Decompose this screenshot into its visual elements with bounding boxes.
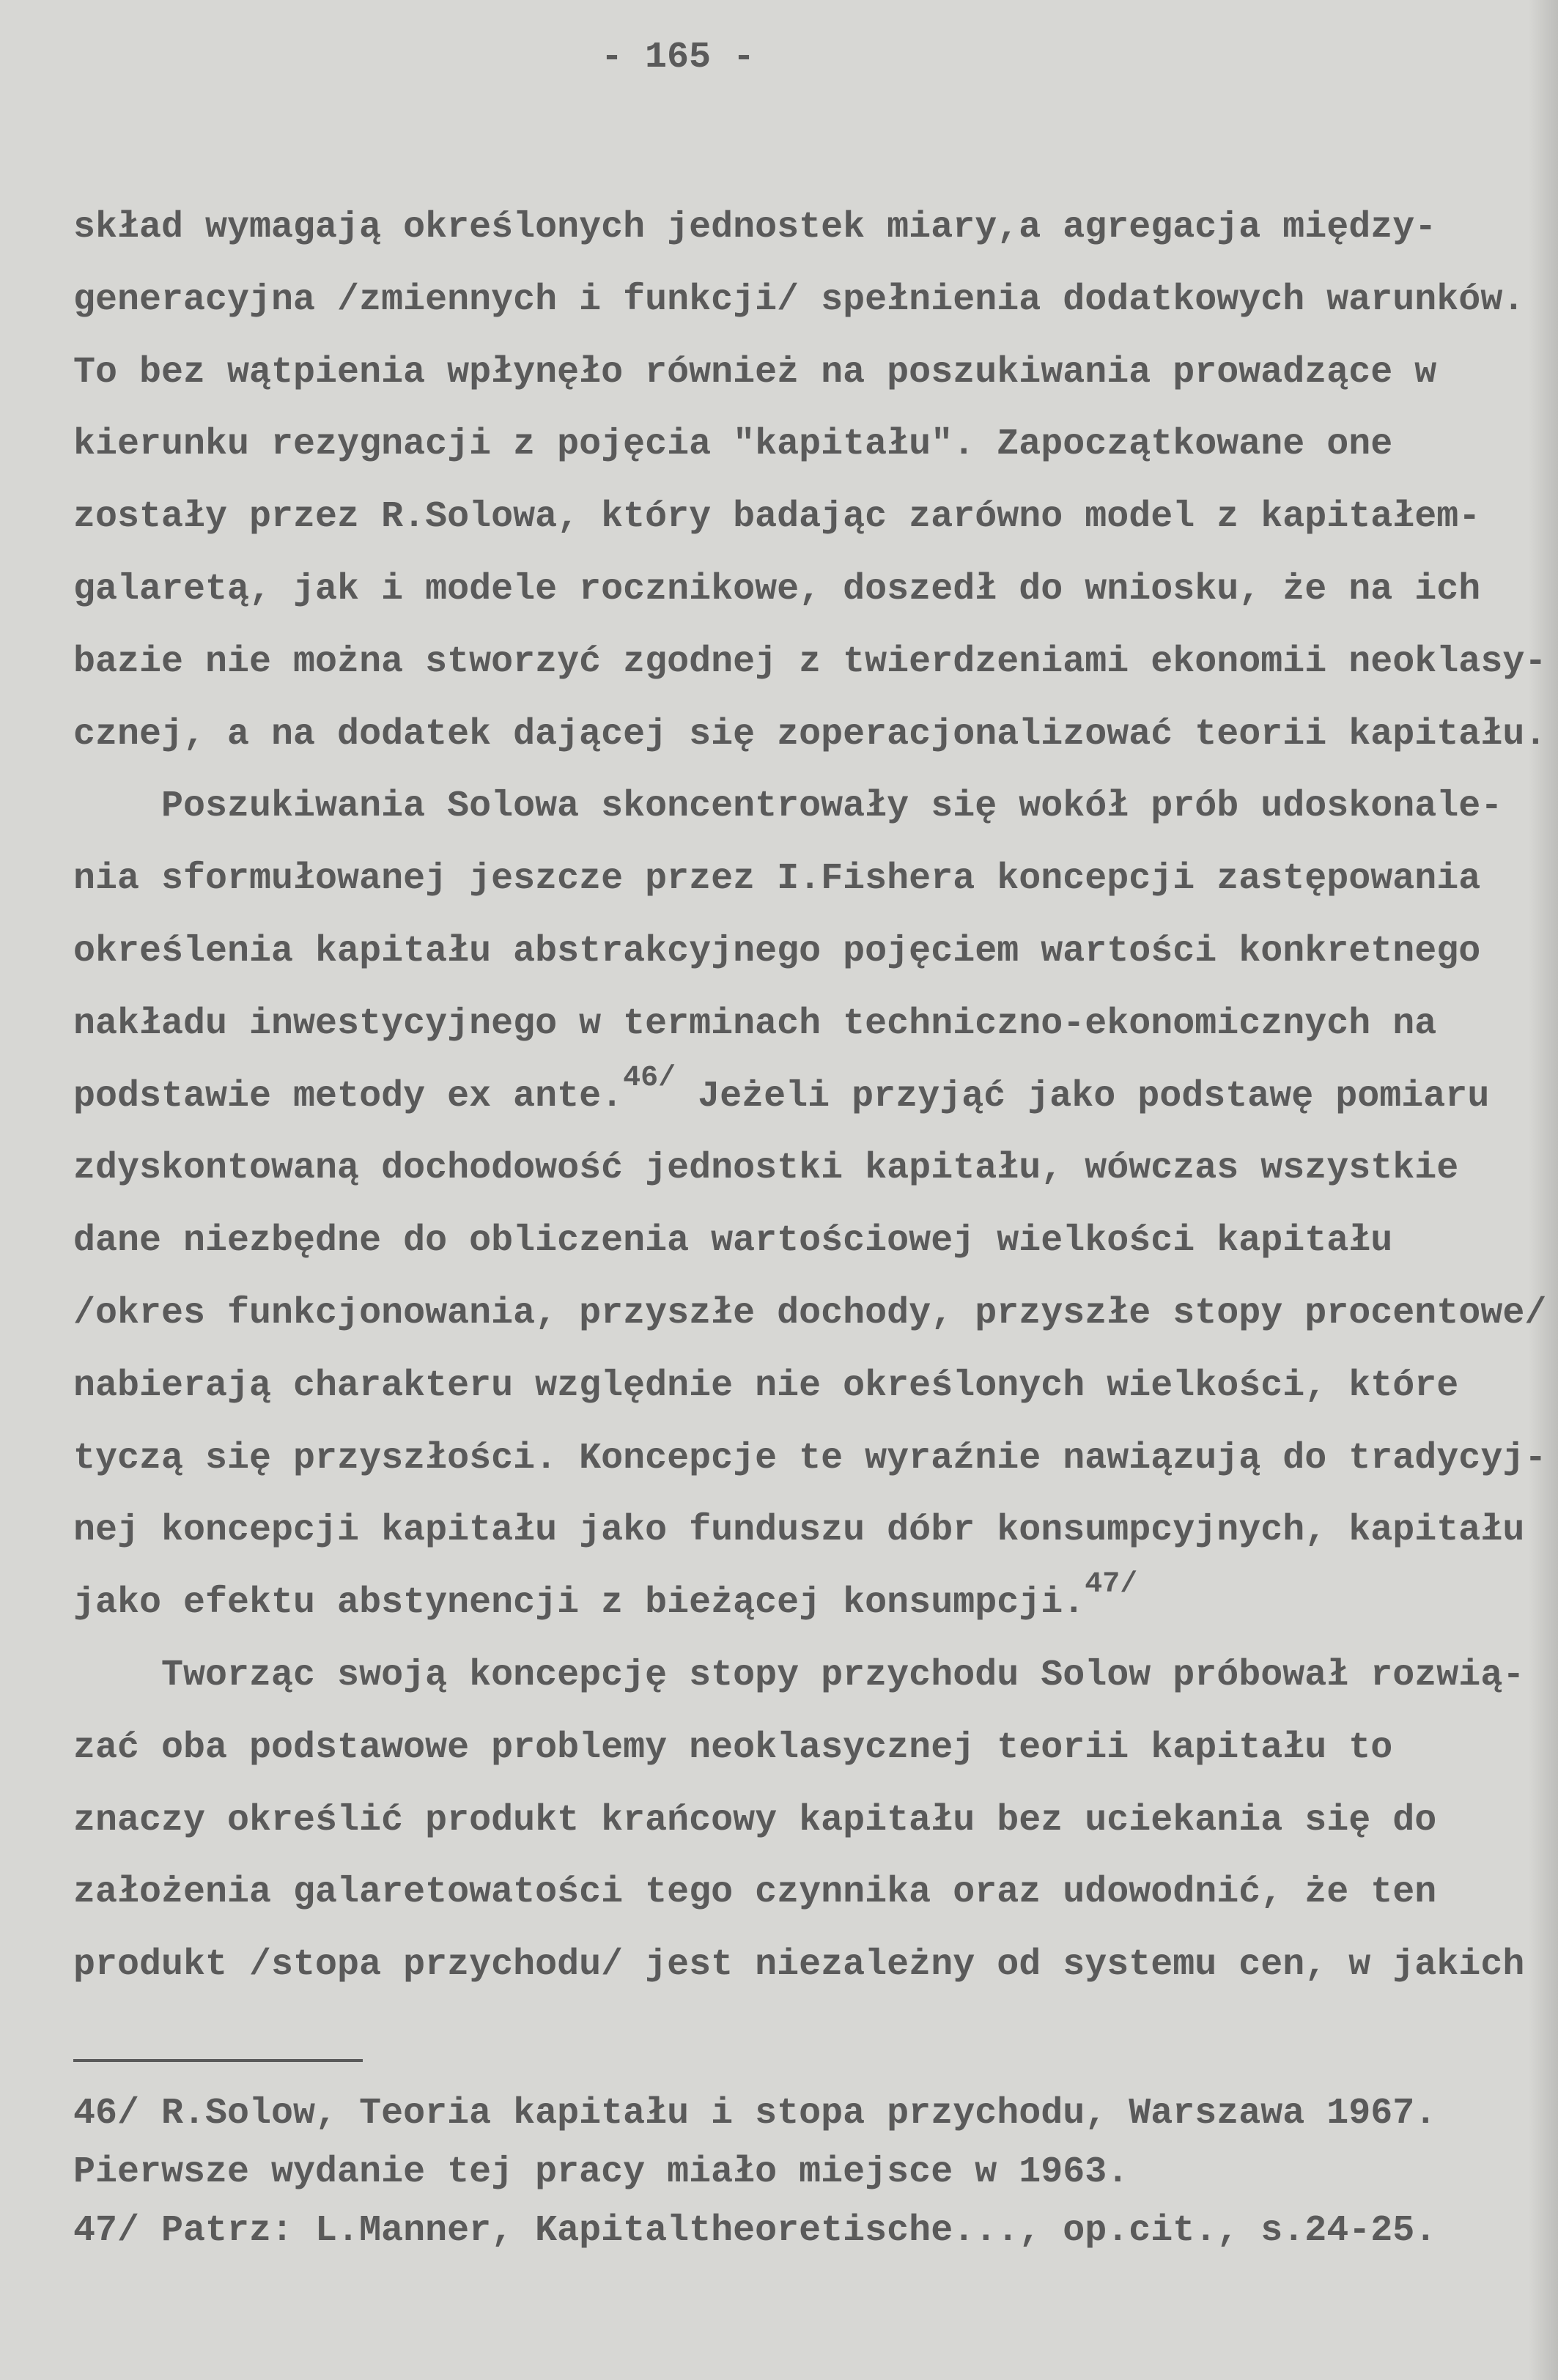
page-number: - 165 - [600,37,756,78]
text-line: nia sformułowanej jeszcze przez I.Fishera koncepcji zastępowania [73,858,1481,901]
footnote-line: Pierwsze wydanie tej pracy miało miejsce w 1963. [73,2151,1129,2193]
text-line: Tworząc swoją koncepcję stopy przychodu Solow próbował rozwią- [73,1654,1525,1696]
text-line: tyczą się przyszłości. Koncepcje te wyraźnie nawiązują do tradycyj- [73,1437,1547,1479]
text-line: zać oba podstawowe problemy neoklasycznej teorii kapitału to [73,1726,1393,1769]
text-line: generacyjna /zmiennych i funkcji/ spełnienia dodatkowych warunków. [73,278,1525,321]
text-line [73,1061,1546,1147]
footnotes [73,2092,1436,2268]
text-line: założenia galaretowatości tego czynnika oraz udowodnić, że ten [73,1871,1437,1914]
footnote-reference: 46/ [623,1061,676,1095]
text-line: Poszukiwania Solowa skoncentrowały się wokół prób udoskonale- [73,786,1503,828]
text-line: dane niezbędne do obliczenia wartościowej wielkości kapitału [73,1220,1393,1263]
footnote-line: 46/ R.Solow, Teoria kapitału i stopa przychodu, Warszawa 1967. [73,2093,1437,2135]
main-text [73,205,1546,2015]
text-line [73,1568,1546,1653]
text-line: produkt /stopa przychodu/ jest niezależny od systemu cen, w jakich [73,1944,1525,1987]
text-segment: Jeżeli przyjąć jako podstawę pomiaru [676,1075,1490,1117]
text-line: skład wymagają określonych jednostek miary,a agregacja między- [73,207,1437,248]
footnote-reference: 47/ [1085,1568,1138,1602]
text-line: nakładu inwestycyjnego w terminach techniczno-ekonomicznych na [73,1002,1437,1045]
text-line: nej koncepcji kapitału jako funduszu dóbr konsumpcyjnych, kapitału [73,1509,1525,1552]
text-line: To bez wątpienia wpłynęło również na poszukiwania prowadzące w [73,351,1437,393]
text-line: znaczy określić produkt krańcowy kapitału bez uciekania się do [73,1799,1437,1841]
footnote-divider [73,2059,363,2062]
text-line: galaretą, jak i modele rocznikowe, doszedł do wniosku, że na ich [73,568,1481,610]
text-line: cznej, a na dodatek dającej się zoperacjonalizować teorii kapitału. [73,713,1547,755]
text-line: bazie nie można stworzyć zgodnej z twierdzeniami ekonomii neoklasy- [73,640,1547,683]
text-line: określenia kapitału abstrakcyjnego pojęciem wartości konkretnego [73,930,1481,972]
text-line: kierunku rezygnacji z pojęcia "kapitału". Zapoczątkowane one [73,424,1393,466]
text-line: zdyskontowaną dochodowość jednostki kapitału, wówczas wszystkie [73,1148,1459,1190]
text-segment: jako efektu abstynencji z bieżącej konsumpcji. [73,1582,1085,1625]
footnote-line: 47/ Patrz: L.Manner, Kapitaltheoretische..., op.cit., s.24-25. [73,2210,1437,2252]
text-segment: podstawie metody ex ante. [73,1075,624,1117]
text-line: nabierają charakteru względnie nie określonych wielkości, które [73,1364,1459,1407]
text-line: zostały przez R.Solowa, który badając zarówno model z kapitałem- [73,496,1481,539]
text-line: /okres funkcjonowania, przyszłe dochody, przyszłe stopy procentowe/ [73,1292,1547,1334]
